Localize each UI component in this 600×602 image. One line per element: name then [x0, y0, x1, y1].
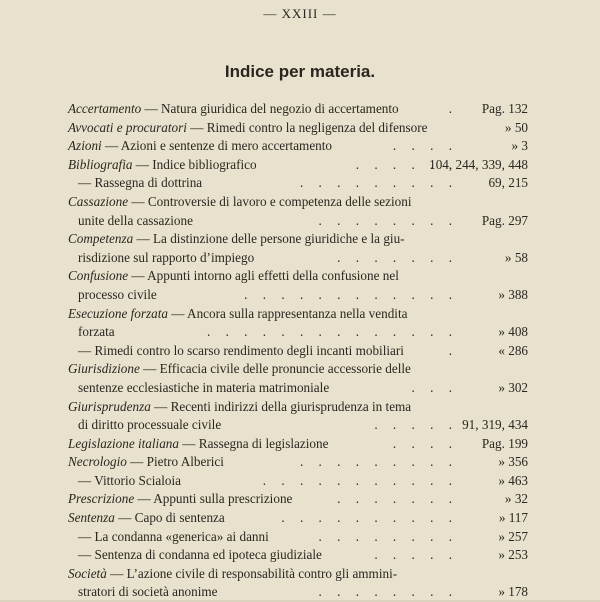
leader-dots: . . . . . . . . . [299, 175, 458, 191]
index-entry-line [68, 509, 528, 528]
index-entry-line [68, 583, 528, 602]
page-reference: » 257 [498, 528, 528, 544]
index-entry-line [68, 398, 528, 417]
entry-text: — Appunti intorno agli effetti della confusione nel [128, 268, 399, 284]
leader-dots: . . . . [392, 138, 458, 154]
entry-text: — Recenti indirizzi della giurisprudenza in tema [150, 398, 412, 414]
index-entry-line [68, 230, 528, 249]
leader-dots: . . . . . . . . . . . . [244, 286, 458, 302]
entry-text: — La distinzione delle persone giuridiche e la giu- [133, 231, 405, 247]
page-reference: » 388 [498, 286, 528, 302]
page-reference: 104, 244, 339, 448 [429, 156, 528, 172]
leader-dots: . [448, 101, 458, 116]
index-entry-line [68, 435, 528, 454]
entry-text: — Capo di sentenza [114, 510, 225, 526]
index-entry [68, 453, 528, 472]
index-entry [68, 565, 528, 602]
index-entry-line [68, 490, 528, 509]
leader-dots: . . . . . . . . . . [281, 510, 458, 526]
entry-text: — Sentenza di condanna ed ipoteca giudiziale [78, 547, 322, 563]
entry-text: unite della cassazione [78, 212, 193, 228]
index-entry-line [68, 174, 528, 193]
leader-dots: . . . . . . . [337, 491, 458, 507]
entry-topic: Società [68, 565, 107, 581]
index-entry-line [68, 416, 528, 435]
leader-dots: . . . . . . . . . . . . . . [206, 324, 458, 340]
index-entry [68, 509, 528, 528]
entry-text: di diritto processuale civile [78, 417, 222, 433]
index-entries [68, 100, 528, 602]
entry-topic: Avvocati e procuratori [68, 119, 187, 135]
entry-text: — Vittorio Scialoia [78, 472, 181, 488]
page-number-header: — XXIII — [263, 6, 337, 21]
index-entry-line [68, 379, 528, 398]
index-entry [68, 490, 528, 509]
page-reference: » 463 [498, 472, 528, 488]
page-reference: » 50 [504, 119, 528, 135]
entry-text: — Natura giuridica del negozio di accertamento [141, 101, 399, 116]
entry-text: — Appunti sulla prescrizione [134, 491, 293, 507]
leader-dots: . . . [411, 379, 458, 395]
page-reference: » 117 [498, 510, 528, 526]
entry-topic: Bibliografia [68, 156, 133, 172]
index-entry [68, 267, 528, 304]
entry-text: — Rassegna di legislazione [179, 435, 329, 451]
index-entry [68, 360, 528, 397]
leader-dots: . [448, 342, 458, 358]
index-entry-line [68, 119, 528, 138]
index-entry-line [68, 267, 528, 286]
page-reference: » 58 [504, 249, 528, 265]
page-title: Indice per materia. [224, 62, 376, 81]
page-reference: « 286 [498, 342, 528, 358]
index-entry-line [68, 156, 528, 175]
entry-topic: Esecuzione forzata [68, 305, 168, 321]
index-entry-line [68, 305, 528, 324]
leader-dots: . . . . . . . . [318, 528, 458, 544]
entry-text: — Pietro Alberici [126, 454, 224, 470]
page-reference: » 356 [498, 454, 528, 470]
index-entry-line [68, 453, 528, 472]
page-reference: » 408 [498, 324, 528, 340]
entry-text: — Azioni e sentenze di mero accertamento [101, 138, 333, 154]
entry-topic: Giurisprudenza [68, 398, 151, 414]
entry-text: — Ancora sulla rappresentanza nella vendita [168, 305, 408, 321]
index-entry [68, 546, 528, 565]
index-entry-line [68, 286, 528, 305]
index-entry-line [68, 546, 528, 565]
index-entry [68, 435, 528, 454]
entry-text: — La condanna «generica» ai danni [78, 528, 269, 544]
entry-text: processo civile [78, 286, 157, 302]
index-entry [68, 230, 528, 267]
index-entry [68, 174, 528, 193]
index-entry [68, 528, 528, 547]
index-entry [68, 193, 528, 230]
entry-topic: Necrologio [68, 454, 127, 470]
index-entry-line [68, 472, 528, 491]
page-reference: » 302 [498, 379, 528, 395]
entry-topic: Legislazione italiana [68, 435, 179, 451]
entry-topic: Sentenza [68, 510, 115, 526]
index-entry [68, 305, 528, 342]
entry-topic: Confusione [68, 268, 129, 284]
entry-text: — Indice bibliografico [132, 156, 257, 172]
page-reference: Pag. 297 [481, 212, 528, 228]
entry-text: — Rimedi contro lo scarso rendimento degli incanti mobiliari [78, 342, 404, 358]
index-entry-line [68, 528, 528, 547]
entry-text: stratori di società anonime [78, 584, 218, 600]
page-reference: » 3 [511, 138, 528, 154]
index-entry-line [68, 323, 528, 342]
index-entry [68, 137, 528, 156]
leader-dots: . . . . . [374, 417, 458, 433]
entry-text: — Rimedi contro la negligenza del difensore [186, 119, 428, 135]
page-reference: » 253 [498, 547, 528, 563]
page-reference: Pag. 199 [481, 435, 528, 451]
entry-topic: Competenza [68, 231, 134, 247]
index-entry-line [68, 565, 528, 584]
index-entry-line [68, 137, 528, 156]
leader-dots: . . . . [392, 435, 458, 451]
index-entry-line [68, 249, 528, 268]
page-reference: 91, 319, 434 [462, 417, 528, 433]
entry-topic: Prescrizione [68, 491, 135, 507]
leader-dots: . . . . . [374, 547, 458, 563]
entry-text: — L’azione civile di responsabilità contro gli ammini- [106, 565, 398, 581]
index-entry-line [68, 193, 528, 212]
leader-dots: . . . . . . . [337, 249, 458, 265]
leader-dots: . . . . . . [355, 156, 458, 172]
index-entry [68, 398, 528, 435]
leader-dots: . . . . . . . . [318, 584, 458, 600]
page-reference: Pag. 132 [481, 101, 528, 116]
entry-text: sentenze ecclesiastiche in materia matrimoniale [78, 379, 330, 395]
entry-text: — Controversie di lavoro e competenza delle sezioni [128, 193, 412, 209]
page-reference: 69, 215 [488, 175, 528, 191]
entry-text: forzata [78, 324, 115, 340]
index-entry [68, 119, 528, 138]
index-entry [68, 100, 528, 119]
entry-topic: Giurisdizione [68, 361, 140, 377]
leader-dots: . . . . . . . . [318, 212, 458, 228]
entry-topic: Azioni [68, 138, 102, 154]
index-entry [68, 472, 528, 491]
index-entry-line [68, 360, 528, 379]
entry-topic: Cassazione [68, 193, 129, 209]
leader-dots: . . . . . . . . . . . [262, 472, 458, 488]
entry-text: — Efficacia civile delle pronuncie accessorie delle [139, 361, 411, 377]
entry-text: risdizione sul rapporto d’impiego [78, 249, 255, 265]
page-reference: » 32 [504, 491, 528, 507]
index-entry [68, 156, 528, 175]
leader-dots: . . . . . . . . . [299, 454, 458, 470]
entry-topic: Accertamento [68, 101, 142, 116]
index-entry [68, 342, 528, 361]
index-entry-line [68, 100, 528, 119]
index-entry-line [68, 342, 528, 361]
entry-text: — Rassegna di dottrina [78, 175, 203, 191]
page-reference: » 178 [498, 584, 528, 600]
index-entry-line [68, 212, 528, 231]
